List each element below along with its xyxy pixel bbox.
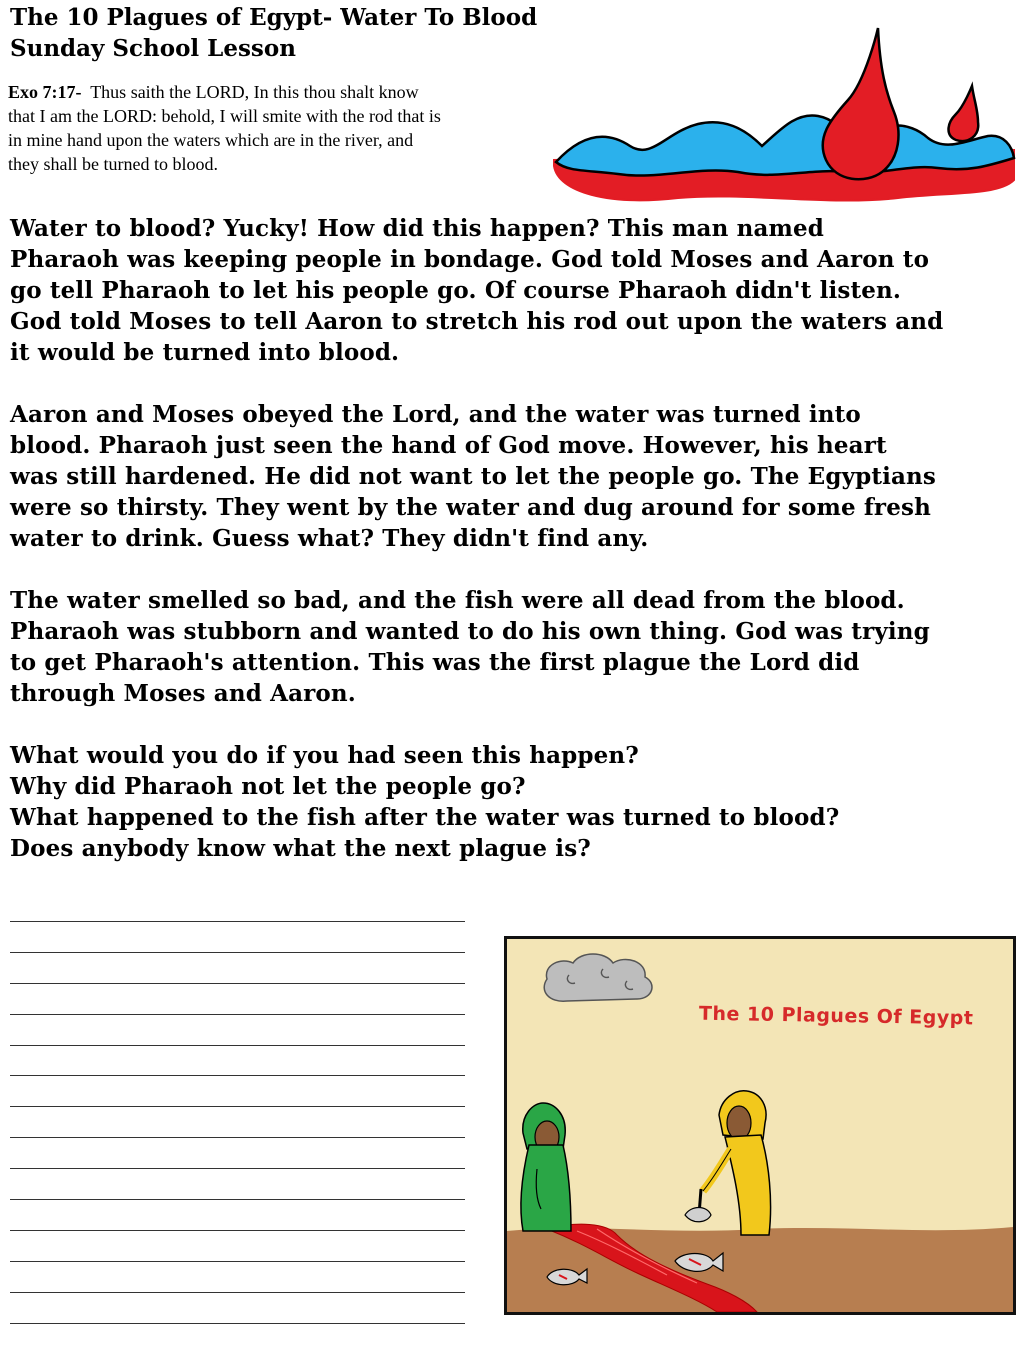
story-p3-line: through Moses and Aaron. bbox=[10, 680, 356, 707]
answer-line bbox=[10, 1045, 465, 1076]
answer-line bbox=[10, 1261, 465, 1292]
moses-figure bbox=[521, 1103, 571, 1231]
story-p2-line: blood. Pharaoh just seen the hand of God move. However, his heart bbox=[10, 432, 887, 459]
verse-reference: Exo 7:17- bbox=[8, 82, 82, 102]
cloud-icon bbox=[544, 954, 652, 1001]
answer-line bbox=[10, 1323, 465, 1353]
story-paragraph-2 bbox=[10, 399, 1010, 554]
answer-line bbox=[10, 952, 465, 983]
verse-line-4: they shall be turned to blood. bbox=[8, 154, 218, 174]
story-paragraph-1 bbox=[10, 213, 1010, 368]
verse-line-3: in mine hand upon the waters which are in the river, and bbox=[8, 130, 414, 150]
answer-line bbox=[10, 1014, 465, 1045]
picture-caption: The 10 Plagues Of Egypt bbox=[698, 1002, 974, 1030]
answer-line bbox=[10, 1075, 465, 1106]
story-paragraph-3 bbox=[10, 585, 1010, 709]
story-p1-line: go tell Pharaoh to let his people go. Of course Pharaoh didn't listen. bbox=[10, 277, 902, 304]
story-p2-line: were so thirsty. They went by the water and dug around for some fresh bbox=[10, 494, 931, 521]
verse-line-2: that I am the LORD: behold, I will smite with the rod that is bbox=[8, 106, 441, 126]
story-p1-line: Water to blood? Yucky! How did this happen? This man named bbox=[10, 215, 825, 242]
answer-line bbox=[10, 1230, 465, 1261]
lesson-story bbox=[10, 213, 1010, 864]
story-p1-line: it would be turned into blood. bbox=[10, 339, 400, 366]
answer-line bbox=[10, 1168, 465, 1199]
page-title bbox=[10, 2, 570, 64]
small-blood-drop-icon bbox=[949, 86, 979, 141]
question-line: Does anybody know what the next plague is? bbox=[10, 835, 591, 862]
answer-line bbox=[10, 1137, 465, 1168]
discussion-questions bbox=[10, 740, 1010, 864]
question-line: What would you do if you had seen this happen? bbox=[10, 742, 639, 769]
water-blood-drops-illustration bbox=[548, 20, 1018, 220]
story-p2-line: Aaron and Moses obeyed the Lord, and the water was turned into bbox=[10, 401, 861, 428]
answer-line bbox=[10, 1292, 465, 1323]
answer-line bbox=[10, 983, 465, 1014]
title-line-2: Sunday School Lesson bbox=[10, 35, 296, 62]
answer-line bbox=[10, 1199, 465, 1230]
question-line: What happened to the fish after the water was turned to blood? bbox=[10, 804, 840, 831]
story-p3-line: to get Pharaoh's attention. This was the first plague the Lord did bbox=[10, 649, 860, 676]
story-p1-line: Pharaoh was keeping people in bondage. God told Moses and Aaron to bbox=[10, 246, 930, 273]
plague-scene bbox=[507, 939, 1013, 1312]
story-p3-line: The water smelled so bad, and the fish were all dead from the blood. bbox=[10, 587, 905, 614]
story-p1-line: God told Moses to tell Aaron to stretch his rod out upon the waters and bbox=[10, 308, 944, 335]
question-line: Why did Pharaoh not let the people go? bbox=[10, 773, 526, 800]
story-p2-line: was still hardened. He did not want to let the people go. The Egyptians bbox=[10, 463, 937, 490]
verse-line-1: Thus saith the LORD, In this thou shalt know bbox=[90, 82, 419, 102]
story-p3-line: Pharaoh was stubborn and wanted to do his own thing. God was trying bbox=[10, 618, 930, 645]
plague-picture bbox=[504, 936, 1016, 1315]
large-blood-drop-icon bbox=[823, 28, 899, 179]
answer-lines bbox=[10, 921, 465, 1353]
water-waves bbox=[556, 115, 1014, 175]
story-p2-line: water to drink. Guess what? They didn't find any. bbox=[10, 525, 649, 552]
bible-verse bbox=[8, 80, 548, 176]
answer-line bbox=[10, 921, 465, 952]
title-line-1: The 10 Plagues of Egypt- Water To Blood bbox=[10, 4, 538, 31]
answer-line bbox=[10, 1106, 465, 1137]
